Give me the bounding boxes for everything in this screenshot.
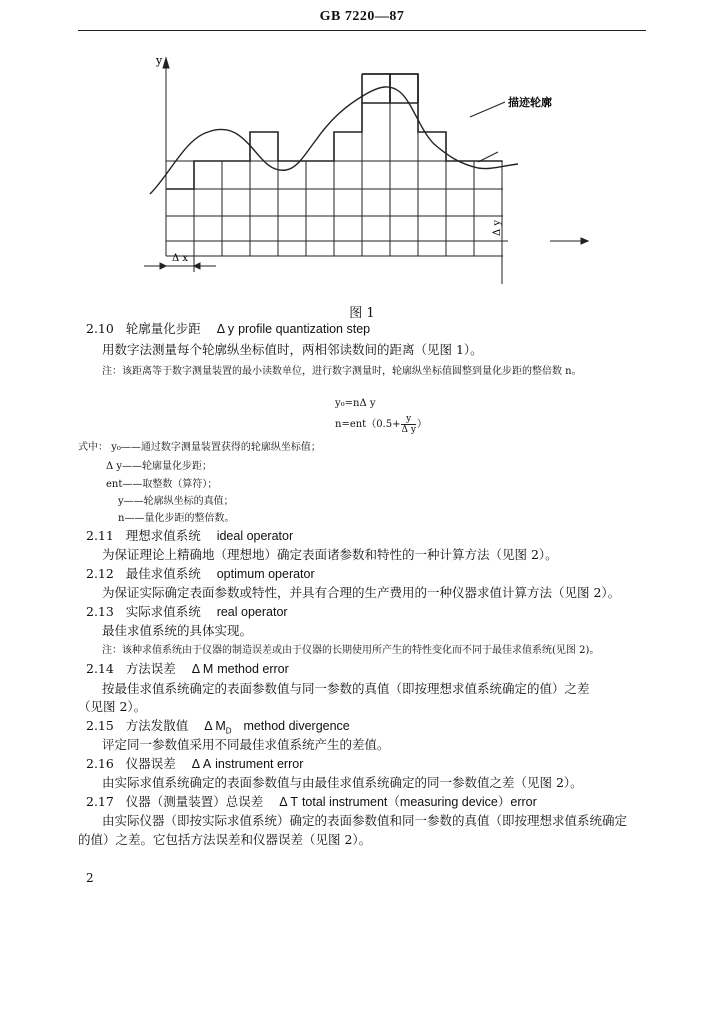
section-english: total instrument（measuring device）error — [301, 795, 537, 809]
section-number: 2.11 — [86, 528, 114, 543]
section-number: 2.15 — [86, 718, 114, 733]
where-intro: 式中： — [78, 442, 108, 453]
profile-label-leader — [470, 102, 505, 117]
formula-prefix: n=ent（0.5+ — [335, 419, 401, 430]
formula-line-1: y₀=nΔ y — [335, 398, 376, 409]
profile-label: 描迹轮廓 — [508, 96, 552, 109]
section-number: 2.10 — [86, 321, 114, 336]
section-2-17-heading — [86, 794, 537, 810]
section-2-12-heading — [86, 566, 315, 582]
section-english: ideal operator — [216, 529, 294, 543]
formula-fraction — [401, 414, 415, 435]
section-number: 2.14 — [86, 661, 114, 676]
dy-label: Δ y — [492, 219, 503, 236]
section-title: 仪器误差 — [125, 756, 176, 771]
section-english: profile quantization step — [238, 322, 371, 336]
section-symbol: Δ T — [279, 795, 298, 809]
section-title: 方法误差 — [125, 661, 176, 676]
header-standard-number: GB 7220—87 — [319, 9, 405, 24]
section-2-17-definition: 由实际仪器（即按实际求值系统）确定的表面参数值和同一参数的真值（即按理想求值系统确定 — [102, 813, 628, 828]
section-2-10-note: 注：该距离等于数字测量装置的最小读数单位，进行数字测量时，轮廓纵坐标值圆整到量化步距的整倍数 n。 — [102, 366, 582, 377]
section-symbol: Δ y — [216, 322, 235, 336]
where-item: y₀——通过数字测量装置获得的轮廓纵坐标值； — [111, 442, 321, 453]
figure-caption: 图 1 — [349, 306, 375, 321]
section-number: 2.12 — [86, 566, 114, 581]
section-2-14-definition-cont: （见图 2）。 — [78, 699, 147, 714]
section-2-13-heading — [86, 604, 288, 620]
section-2-16-definition: 由实际求值系统确定的表面参数值与由最佳求值系统确定的同一参数值之差（见图 2）。 — [102, 775, 583, 790]
section-2-16-heading — [86, 756, 303, 772]
section-2-14-definition: 按最佳求值系统确定的表面参数值与同一参数的真值（即按理想求值系统确定的值）之差 — [102, 681, 590, 696]
formula-suffix: ） — [416, 419, 427, 430]
section-2-10-heading — [86, 321, 370, 337]
section-english: real operator — [216, 605, 288, 619]
page-number: 2 — [86, 871, 94, 885]
y-axis-label: y — [156, 54, 163, 67]
figure-1 — [130, 44, 600, 294]
section-2-11-heading — [86, 528, 293, 544]
dx-label: Δ x — [172, 253, 189, 264]
section-2-10-definition: 用数字法测量每个轮廓纵坐标值时，两相邻读数间的距离（见图 1）。 — [102, 342, 483, 357]
section-2-12-definition: 为保证实际确定表面参数或特性，并具有合理的生产费用的一种仪器求值计算方法（见图 2）。 — [102, 585, 621, 600]
section-symbol: Δ M — [191, 662, 214, 676]
section-title: 仪器（测量装置）总误差 — [125, 794, 264, 809]
where-item: Δ y——轮廓量化步距； — [106, 461, 213, 472]
section-title: 理想求值系统 — [125, 528, 201, 543]
section-english: method divergence — [243, 719, 350, 733]
formula-line-2 — [335, 414, 427, 435]
fraction-denominator: Δ y — [401, 425, 416, 435]
y-axis-arrow — [163, 58, 169, 68]
section-2-17-definition-cont: 的值）之差。它包括方法误差和仪器误差（见图 2）。 — [78, 832, 372, 847]
section-2-11-definition: 为保证理论上精确地（理想地）确定表面诸参数和特性的一种计算方法（见图 2）。 — [102, 547, 558, 562]
section-title: 轮廓量化步距 — [125, 321, 201, 336]
section-symbol: Δ A — [191, 757, 212, 771]
section-number: 2.13 — [86, 604, 114, 619]
section-english: method error — [217, 662, 289, 676]
section-symbol: Δ M — [204, 719, 226, 733]
section-2-13-note: 注：该种求值系统由于仪器的制造误差或由于仪器的长期使用所产生的特性变化而不同于最佳求值系统(见图 2)。 — [102, 645, 600, 656]
section-title: 方法发散值 — [125, 718, 189, 733]
section-number: 2.16 — [86, 756, 114, 771]
where-item: ent——取整数（算符）； — [106, 479, 218, 490]
section-2-13-definition: 最佳求值系统的具体实现。 — [102, 623, 253, 638]
section-2-15-definition: 评定同一参数值采用不同最佳求值系统产生的差值。 — [102, 737, 390, 752]
section-title: 最佳求值系统 — [125, 566, 201, 581]
where-intro-line — [78, 440, 321, 456]
section-english: optimum operator — [216, 567, 315, 581]
header-rule — [78, 30, 646, 31]
where-item: n——量化步距的整倍数。 — [118, 513, 235, 524]
section-number: 2.17 — [86, 794, 114, 809]
where-item: y——轮廓纵坐标的真值； — [118, 496, 234, 507]
section-english: instrument error — [215, 757, 304, 771]
section-symbol-subscript: D — [225, 726, 232, 736]
section-title: 实际求值系统 — [125, 604, 201, 619]
fraction-numerator: y — [406, 414, 412, 424]
section-2-14-heading — [86, 661, 289, 677]
